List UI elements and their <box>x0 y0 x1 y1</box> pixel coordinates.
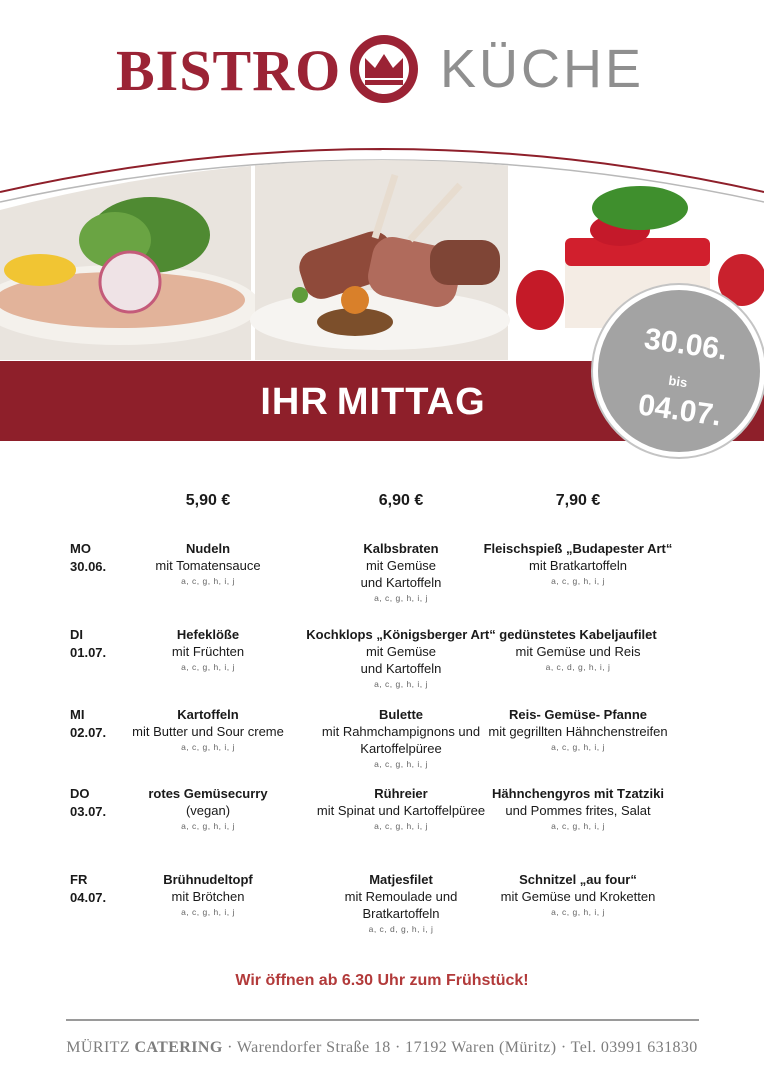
menu-dish <box>478 785 678 833</box>
dish-allergens: a, c, d, g, h, i, j <box>368 924 434 934</box>
price-column-2: 6,90 € <box>378 492 424 509</box>
dish-allergens: a, c, g, h, i, j <box>551 907 605 917</box>
dish-description: und Pommes frites, Salat <box>505 803 651 818</box>
menu-day-label <box>70 871 106 907</box>
dish-allergens: a, c, g, h, i, j <box>551 576 605 586</box>
footer-divider <box>66 1019 699 1021</box>
dish-description: mit Brötchen <box>171 889 245 904</box>
dish-name: Reis- Gemüse- Pfanne <box>509 707 647 722</box>
dish-allergens: a, c, g, h, i, j <box>374 821 428 831</box>
menu-day-label <box>70 785 106 821</box>
dish-allergens: a, c, g, h, i, j <box>551 742 605 752</box>
dish-allergens: a, c, g, h, i, j <box>374 593 428 603</box>
weekday: DO <box>70 786 90 801</box>
dish-name: Rühreier <box>374 786 428 801</box>
dish-description: mit Tomatensauce <box>155 558 261 573</box>
dish-description: mit Spinat und Kartoffelpüree <box>316 803 486 818</box>
menu-dish <box>478 626 678 674</box>
dish-description: mit Gemüse und Kroketten <box>500 889 656 904</box>
brand-word-kuche: KÜCHE <box>440 39 645 99</box>
dish-description: Bratkartoffeln <box>362 906 440 921</box>
dish-allergens: a, c, g, h, i, j <box>374 679 428 689</box>
dish-description: mit Gemüse <box>365 558 437 573</box>
dish-description: mit Rahmchampignons und <box>321 724 481 739</box>
menu-dish <box>108 871 308 919</box>
dish-allergens: a, c, g, h, i, j <box>181 576 235 586</box>
breakfast-note: Wir öffnen ab 6.30 Uhr zum Frühstück! <box>235 972 529 989</box>
menu-dish <box>108 785 308 833</box>
dish-name: Nudeln <box>185 541 231 556</box>
dish-description: und Kartoffeln <box>360 575 442 590</box>
dish-name: Kartoffeln <box>177 707 239 722</box>
weekday: MI <box>70 707 85 722</box>
menu-dish <box>301 706 501 771</box>
crown-logo-icon <box>347 32 421 106</box>
brand-logo <box>0 28 764 112</box>
date-range-badge <box>593 285 764 457</box>
menu-dish <box>108 540 308 588</box>
price-column-1: 5,90 € <box>185 492 231 509</box>
menu-day-label <box>70 706 106 742</box>
dish-name: Bulette <box>378 707 424 722</box>
footer-company-1: MÜRITZ <box>66 1039 131 1056</box>
brand-word-bistro: BISTRO <box>116 38 342 103</box>
dish-description: mit Butter und Sour creme <box>132 724 284 739</box>
dish-name: Hefeklöße <box>176 627 240 642</box>
dish-name: Fleischspieß „Budapester Art“ <box>483 541 673 556</box>
menu-dish <box>478 706 678 754</box>
price-column-3: 7,90 € <box>555 492 601 509</box>
photo-lamb <box>250 150 510 360</box>
menu-dish <box>478 871 678 919</box>
menu-dish <box>478 540 678 588</box>
dish-allergens: a, c, d, g, h, i, j <box>545 662 611 672</box>
dish-description: mit Bratkartoffeln <box>528 558 628 573</box>
dish-name: Matjesfilet <box>369 872 433 887</box>
dish-name: rotes Gemüsecurry <box>148 786 268 801</box>
dish-name: Kalbsbraten <box>363 541 439 556</box>
weekday-date: 01.07. <box>70 645 107 660</box>
dish-description: und Kartoffeln <box>360 661 442 676</box>
dish-description: (vegan) <box>185 803 231 818</box>
dish-allergens: a, c, g, h, i, j <box>374 759 428 769</box>
dish-description: mit Gemüse und Reis <box>515 644 641 659</box>
menu-dish <box>301 871 501 936</box>
weekday: FR <box>70 872 88 887</box>
date-from: 30.06. <box>642 322 730 367</box>
dish-allergens: a, c, g, h, i, j <box>181 662 235 672</box>
weekday: MO <box>70 541 91 556</box>
dish-name: Brühnudeltopf <box>163 872 253 887</box>
menu-dish <box>301 626 501 691</box>
dish-name: Schnitzel „au four“ <box>519 872 637 887</box>
banner-title-word-2: MITTAG <box>336 381 486 423</box>
banner-title-word-1: IHR <box>260 381 329 423</box>
dish-allergens: a, c, g, h, i, j <box>551 821 605 831</box>
dish-description: Kartoffelpüree <box>360 741 442 756</box>
dish-description: mit Früchten <box>171 644 245 659</box>
menu-dish <box>108 626 308 674</box>
date-until: 04.07. <box>636 388 724 433</box>
dish-description: mit Remoulade und <box>344 889 458 904</box>
dish-description: mit gegrillten Hähnchenstreifen <box>488 724 668 739</box>
dish-description: mit Gemüse <box>365 644 437 659</box>
menu-day-label <box>70 626 106 662</box>
dish-name: gedünstetes Kabeljaufilet <box>499 627 657 642</box>
footer-address: · Warendorfer Straße 18 · 17192 Waren (Müritz) · Tel. 03991 631830 <box>227 1039 698 1056</box>
photo-carpaccio <box>0 150 260 360</box>
date-to-word: bis <box>667 372 689 391</box>
weekday-date: 03.07. <box>70 804 107 819</box>
dish-allergens: a, c, g, h, i, j <box>181 742 235 752</box>
dish-allergens: a, c, g, h, i, j <box>181 821 235 831</box>
dish-allergens: a, c, g, h, i, j <box>181 907 235 917</box>
dish-name: Kochklops „Königsberger Art“ <box>306 627 496 642</box>
menu-dish <box>301 540 501 605</box>
weekday: DI <box>70 627 83 642</box>
weekday-date: 30.06. <box>70 559 107 574</box>
menu-dish <box>108 706 308 754</box>
menu-day-label <box>70 540 106 576</box>
footer-contact <box>0 1039 764 1057</box>
weekday-date: 04.07. <box>70 890 107 905</box>
footer-company-2: CATERING <box>134 1039 223 1056</box>
dish-name: Hähnchengyros mit Tzatziki <box>492 786 664 801</box>
weekday-date: 02.07. <box>70 725 107 740</box>
menu-dish <box>301 785 501 833</box>
